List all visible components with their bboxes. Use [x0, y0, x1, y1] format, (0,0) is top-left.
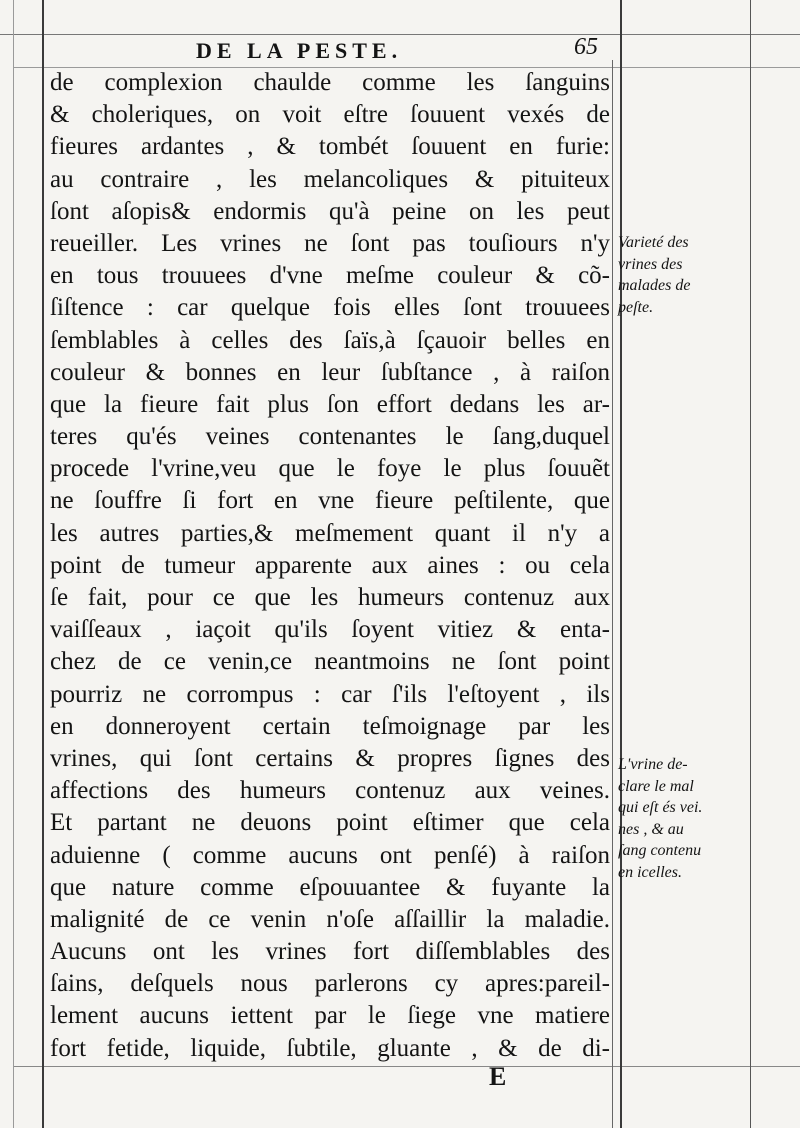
text-line: vrines, qui ſont certains & propres ſignes des	[50, 744, 610, 772]
text-line: Et partant ne deuons point eſtimer que cela	[50, 809, 610, 837]
text-left-rule	[42, 0, 44, 1128]
text-line: aduienne ( comme aucuns ont penſé) à raiſon	[50, 841, 610, 869]
bottom-rule	[14, 1066, 800, 1067]
margin-note-line: L'vrine de-	[618, 756, 688, 773]
margin-right-rule	[750, 0, 751, 1128]
margin-note-line: nes , & au	[618, 820, 684, 838]
text-line: & choleriques, on voit eſtre ſouuent vexés de	[50, 101, 610, 129]
margin-note-line: ſang contenu	[618, 842, 702, 859]
running-head: DE LA PESTE.	[196, 38, 403, 63]
margin-note-urine-variety	[618, 232, 746, 318]
text-line: Aucuns ont les vrines fort diſſemblables des	[50, 938, 610, 966]
text-line: que nature comme eſpouuantee & fuyante la	[50, 873, 610, 901]
text-line: que la fieure fait plus ſon effort dedans les ar-	[50, 390, 610, 418]
text-line: fort fetide, liquide, ſubtile, gluante , & de di-	[50, 1034, 610, 1062]
text-line: en tous trouuees d'vne meſme couleur & cõ-	[50, 262, 610, 290]
margin-note-line: vrines des	[618, 255, 683, 273]
main-text-block	[50, 67, 610, 1065]
text-line: reueiller. Les vrines ne ſont pas touſiours n'y	[50, 229, 610, 257]
text-line: chez de ce venin,ce neantmoins ne ſont point	[50, 648, 610, 676]
text-line: fieures ardantes , & tombét ſouuent en furie:	[50, 133, 610, 161]
margin-note-urine-declares	[618, 754, 746, 883]
text-line: ſe fait, pour ce que les humeurs contenuz aux	[50, 584, 610, 611]
text-line: ſains, deſquels nous parlerons cy apres:pareil-	[50, 970, 610, 998]
signature-mark: E	[489, 1062, 507, 1091]
text-line: vaiſſeaux , iaçoit qu'ils ſoyent vitiez & enta-	[50, 616, 610, 644]
text-line: en donneroyent certain teſmoignage par les	[50, 712, 610, 740]
text-line: malignité de ce venin n'oſe aſſaillir la maladie.	[50, 905, 610, 933]
margin-note-line: clare le mal	[618, 777, 694, 795]
margin-note-line: peſte.	[618, 298, 654, 316]
text-line: teres qu'és veines contenantes le ſang,duquel	[50, 423, 610, 451]
margin-left-rule	[620, 0, 622, 1128]
text-line: procede l'vrine,veu que le foye le plus ſouuẽt	[50, 455, 610, 483]
margin-note-line: malades de	[618, 277, 691, 294]
text-right-rule	[612, 60, 613, 1128]
text-line: ſemblables à celles des ſaïs,à ſçauoir belles en	[50, 326, 610, 354]
text-line: de complexion chaulde comme les ſanguins	[50, 69, 610, 96]
text-line: point de tumeur apparente aux aines : ou cela	[50, 551, 610, 579]
text-line: ſont aſopis& endormis qu'à peine on les peut	[50, 197, 610, 225]
text-line: couleur & bonnes en leur ſubſtance , à raiſon	[50, 358, 610, 386]
text-line: au contraire , les melancoliques & pituiteux	[50, 165, 610, 193]
margin-note-line: en icelles.	[618, 863, 682, 881]
text-line: affections des humeurs contenuz aux veines.	[50, 777, 610, 805]
text-line: ſiſtence : car quelque fois elles ſont trouuees	[50, 294, 610, 322]
page-number: 65	[574, 34, 598, 60]
margin-note-line: qui eſt és vei.	[618, 799, 703, 816]
text-line: ne ſouffre ſi fort en vne fieure peſtilente, que	[50, 487, 610, 515]
top-rule	[0, 34, 800, 35]
outer-left-rule	[13, 0, 14, 1128]
margin-note-line: Varieté des	[618, 234, 689, 251]
text-line: pourriz ne corrompus : car ſ'ils l'eſtoyent , ils	[50, 680, 610, 708]
text-line: lement aucuns iettent par le ſiege vne matiere	[50, 1002, 610, 1030]
text-line: les autres parties,& meſmement quant il n'y a	[50, 519, 610, 547]
